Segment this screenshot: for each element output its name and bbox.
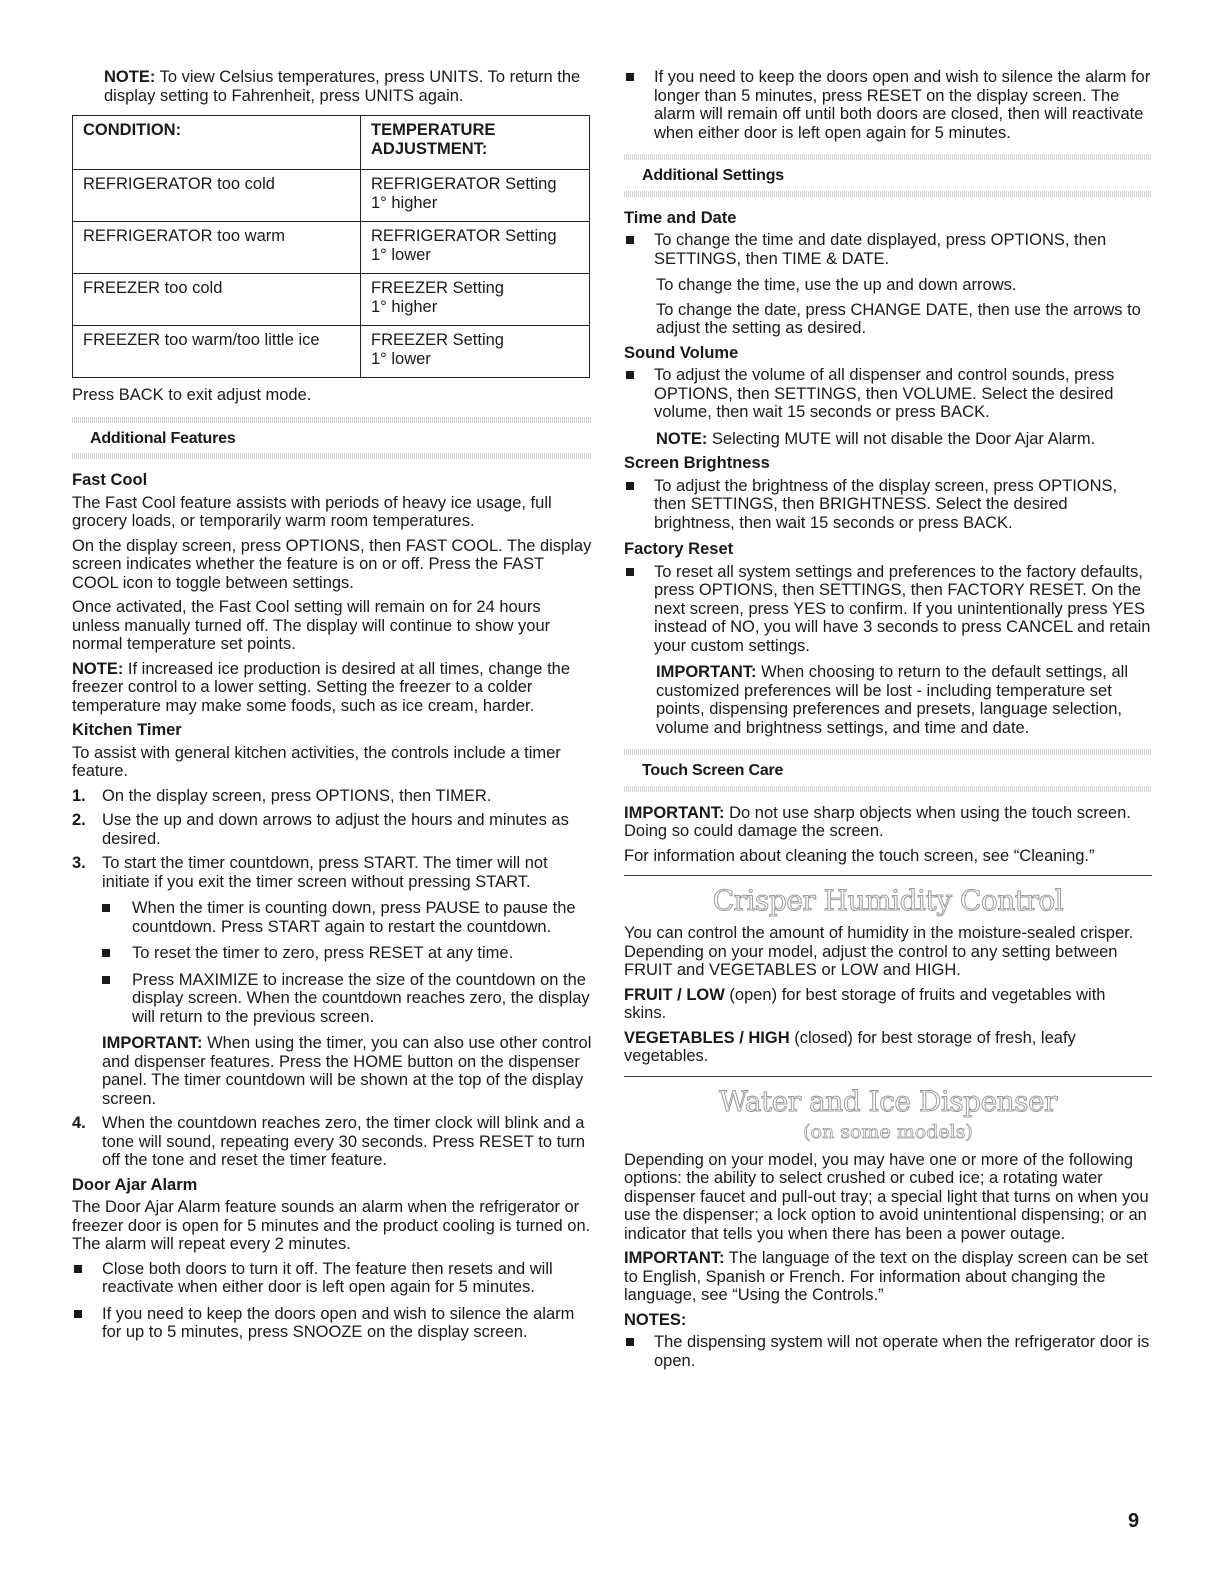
divider	[624, 1076, 1152, 1077]
crisper-humidity-title: Crisper Humidity Control	[712, 884, 1064, 917]
paragraph: The Door Ajar Alarm feature sounds an alarm when the refrigerator or freezer door is open for 5 minutes and the product cooling is turned on. The alarm will repeat every 2 minutes.	[72, 1198, 591, 1253]
header-condition: CONDITION:	[73, 116, 361, 170]
condition-cell: FREEZER too cold	[73, 274, 361, 326]
paragraph: To change the date, press CHANGE DATE, then use the arrows to adjust the setting as desired.	[656, 300, 1141, 337]
section-title: Additional Settings	[642, 167, 784, 184]
time-date-bullets	[624, 231, 1152, 268]
list-item: 1. On the display screen, press OPTIONS, then TIMER.	[72, 786, 492, 805]
list-item: If you need to keep the doors open and wish to silence the alarm for up to 5 minutes, press SNOOZE on the display screen.	[72, 1305, 592, 1342]
right-column	[624, 62, 1152, 1378]
door-ajar-continued	[624, 68, 1152, 142]
divider	[624, 875, 1152, 876]
dispenser-subtitle: (on some models)	[803, 1120, 973, 1143]
door-ajar-bullets	[72, 1260, 592, 1342]
section-header-additional-settings	[624, 154, 1152, 197]
list-item: To reset all system settings and preferences to the factory defaults, press OPTIONS, then SETTINGS, then FACTORY RESET. On the next screen, press YES to confirm. If you unintentionally press YES instead of NO, you will have 3 seconds to press CANCEL and retain your custom settings.	[624, 563, 1152, 656]
heading-notes: NOTES:	[624, 1310, 687, 1329]
list-item: Close both doors to turn it off. The feature then resets and will reactivate when either door is left open again for 5 minutes.	[72, 1260, 592, 1297]
section-header-touch-screen-care	[624, 749, 1152, 792]
adjustment-cell: FREEZER Setting 1° lower	[361, 326, 590, 378]
condition-cell: FREEZER too warm/too little ice	[73, 326, 361, 378]
timer-steps	[72, 787, 592, 1170]
heading-kitchen-timer: Kitchen Timer	[72, 721, 182, 739]
section-band-bottom	[624, 191, 1152, 197]
section-title: Additional Features	[90, 429, 236, 447]
timer-sub-bullets	[102, 899, 592, 1026]
timer-important: IMPORTANT: When using the timer, you can also use other control and dispenser features. Press the HOME button on the dispenser panel. The timer countdown will be shown at the top of the display screen.	[102, 1034, 592, 1108]
section-band-bottom	[624, 786, 1152, 792]
fruit-low-text: FRUIT / LOW (open) for best storage of fruits and vegetables with skins.	[624, 985, 1106, 1022]
table-header-row	[73, 116, 590, 170]
paragraph: Once activated, the Fast Cool setting will remain on for 24 hours unless manually turned off. The display will continue to show your normal temperature set points.	[72, 598, 551, 653]
list-item: When the timer is counting down, press PAUSE to pause the countdown. Press START again to restart the countdown.	[102, 899, 592, 936]
left-column	[72, 62, 592, 1350]
paragraph: To change the time, use the up and down arrows.	[656, 276, 1017, 294]
list-item: To change the time and date displayed, press OPTIONS, then SETTINGS, then TIME & DATE.	[624, 231, 1152, 268]
sound-volume-note: NOTE: Selecting MUTE will not disable the Door Ajar Alarm.	[656, 429, 1096, 448]
bullet-icon	[626, 236, 634, 244]
table-row	[73, 326, 590, 378]
paragraph: On the display screen, press OPTIONS, then FAST COOL. The display screen indicates whether the feature is on or off. Press the FAST COOL icon to toggle between settings.	[72, 536, 592, 592]
page-number: 9	[1128, 1510, 1140, 1532]
bullet-icon	[626, 371, 634, 379]
list-item: To adjust the volume of all dispenser and control sounds, press OPTIONS, then SETTINGS, then VOLUME. Select the desired volume, then wait 15 seconds or press BACK.	[624, 366, 1152, 422]
bullet-icon	[626, 482, 634, 490]
vegetables-high-text: VEGETABLES / HIGH (closed) for best storage of fresh, leafy vegetables.	[624, 1028, 1076, 1065]
list-item: To reset the timer to zero, press RESET at any time.	[102, 944, 592, 963]
screen-brightness-bullets	[624, 477, 1152, 533]
bullet-icon	[626, 1338, 634, 1346]
factory-reset-important: IMPORTANT: When choosing to return to the default settings, all customized preferences will be lost - including temperature set points, dispensing preferences and presets, language selection, volume and brightness settings, and time and date.	[656, 663, 1128, 737]
bullet-icon	[74, 1265, 82, 1273]
adjustment-cell: REFRIGERATOR Setting 1° lower	[361, 222, 590, 274]
list-item: To adjust the brightness of the display screen, press OPTIONS, then SETTINGS, then BRIGHTNESS. Select the desired brightness, then wait 15 seconds or press BACK.	[624, 477, 1152, 533]
table-row	[73, 170, 590, 222]
list-item: If you need to keep the doors open and wish to silence the alarm for longer than 5 minutes, press RESET on the display screen. The alarm will remain off until both doors are closed, then will reactivate when either door is left open again for 5 minutes.	[624, 68, 1152, 142]
list-item: 2. Use the up and down arrows to adjust the hours and minutes as desired.	[72, 811, 569, 848]
heading-time-and-date: Time and Date	[624, 208, 737, 227]
factory-reset-bullets	[624, 563, 1152, 656]
table-row	[73, 222, 590, 274]
heading-sound-volume: Sound Volume	[624, 343, 739, 362]
dispenser-important: IMPORTANT: The language of the text on the display screen can be set to English, Spanish or French. For information about changing the language, see “Using the Controls.”	[624, 1249, 1148, 1304]
condition-cell: REFRIGERATOR too cold	[73, 170, 361, 222]
heading-screen-brightness: Screen Brightness	[624, 454, 770, 472]
press-back-text: Press BACK to exit adjust mode.	[72, 386, 312, 404]
heading-fast-cool: Fast Cool	[72, 471, 148, 489]
dispenser-notes	[624, 1333, 1152, 1370]
condition-cell: REFRIGERATOR too warm	[73, 222, 361, 274]
section-band-bottom	[72, 453, 592, 459]
paragraph: To assist with general kitchen activities, the controls include a timer feature.	[72, 743, 561, 780]
paragraph: For information about cleaning the touch screen, see “Cleaning.”	[624, 846, 1095, 865]
adjustment-cell: FREEZER Setting 1° higher	[361, 274, 590, 326]
table-row	[73, 274, 590, 326]
celsius-note: NOTE: To view Celsius temperatures, press UNITS. To return the display setting to Fahrenheit, press UNITS again.	[104, 68, 581, 105]
list-item: 3. To start the timer countdown, press START. The timer will not initiate if you exit the timer screen without pressing START. When the timer is counting down, press PAUSE to pause the countdown. Press START again to restart the countdown. To reset the timer to zero, press RESET at any time. Press MAXIMIZE to increase the size of the countdown on the display screen. When the countdown reaches zero, the display will return to the previous screen. IMPORTANT: When using the timer, you can also use other control and dispenser features. Press the HOME button on the dispenser panel. The timer countdown will be shown at the top of the display screen.	[72, 854, 592, 1108]
paragraph: You can control the amount of humidity in the moisture-sealed crisper. Depending on your model, adjust the control to any setting between FRUIT and VEGETABLES or LOW and HIGH.	[624, 924, 1134, 979]
header-adjustment: TEMPERATURE ADJUSTMENT:	[361, 116, 590, 170]
section-title: Touch Screen Care	[642, 762, 784, 779]
bullet-icon	[102, 904, 110, 912]
paragraph: The Fast Cool feature assists with periods of heavy ice usage, full grocery loads, or temporarily warm room temperatures.	[72, 493, 552, 530]
fast-cool-note: NOTE: If increased ice production is desired at all times, change the freezer control to a lower setting. Setting the freezer to a colder temperature may make some foods, such as ice cream, harder.	[72, 659, 571, 715]
bullet-icon	[102, 976, 110, 984]
temperature-adjustment-table	[72, 115, 590, 378]
bullet-icon	[74, 1310, 82, 1318]
list-item: Press MAXIMIZE to increase the size of the countdown on the display screen. When the countdown reaches zero, the display will return to the previous screen.	[102, 971, 592, 1027]
sound-volume-bullets	[624, 366, 1152, 422]
dispenser-title: Water and Ice Dispenser	[718, 1084, 1058, 1118]
adjustment-cell: REFRIGERATOR Setting 1° higher	[361, 170, 590, 222]
bullet-icon	[626, 568, 634, 576]
section-header-additional-features	[72, 417, 592, 460]
touch-screen-important: IMPORTANT: Do not use sharp objects when using the touch screen. Doing so could damage the screen.	[624, 803, 1131, 840]
heading-door-ajar-alarm: Door Ajar Alarm	[72, 1175, 198, 1194]
heading-factory-reset: Factory Reset	[624, 540, 734, 558]
bullet-icon	[626, 73, 634, 81]
bullet-icon	[102, 949, 110, 957]
list-item: The dispensing system will not operate when the refrigerator door is open.	[624, 1333, 1152, 1370]
list-item: 4. When the countdown reaches zero, the timer clock will blink and a tone will sound, repeating every 30 seconds. Press RESET to turn off the tone and reset the timer feature.	[72, 1114, 586, 1169]
paragraph: Depending on your model, you may have one or more of the following options: the ability to select crushed or cubed ice; a rotating water dispenser faucet and pull-out tray; a special light that turns on when you use the dispenser; a lock option to avoid unintentional dispensing; or an indicator that tells you when there has been a power outage.	[624, 1150, 1149, 1243]
